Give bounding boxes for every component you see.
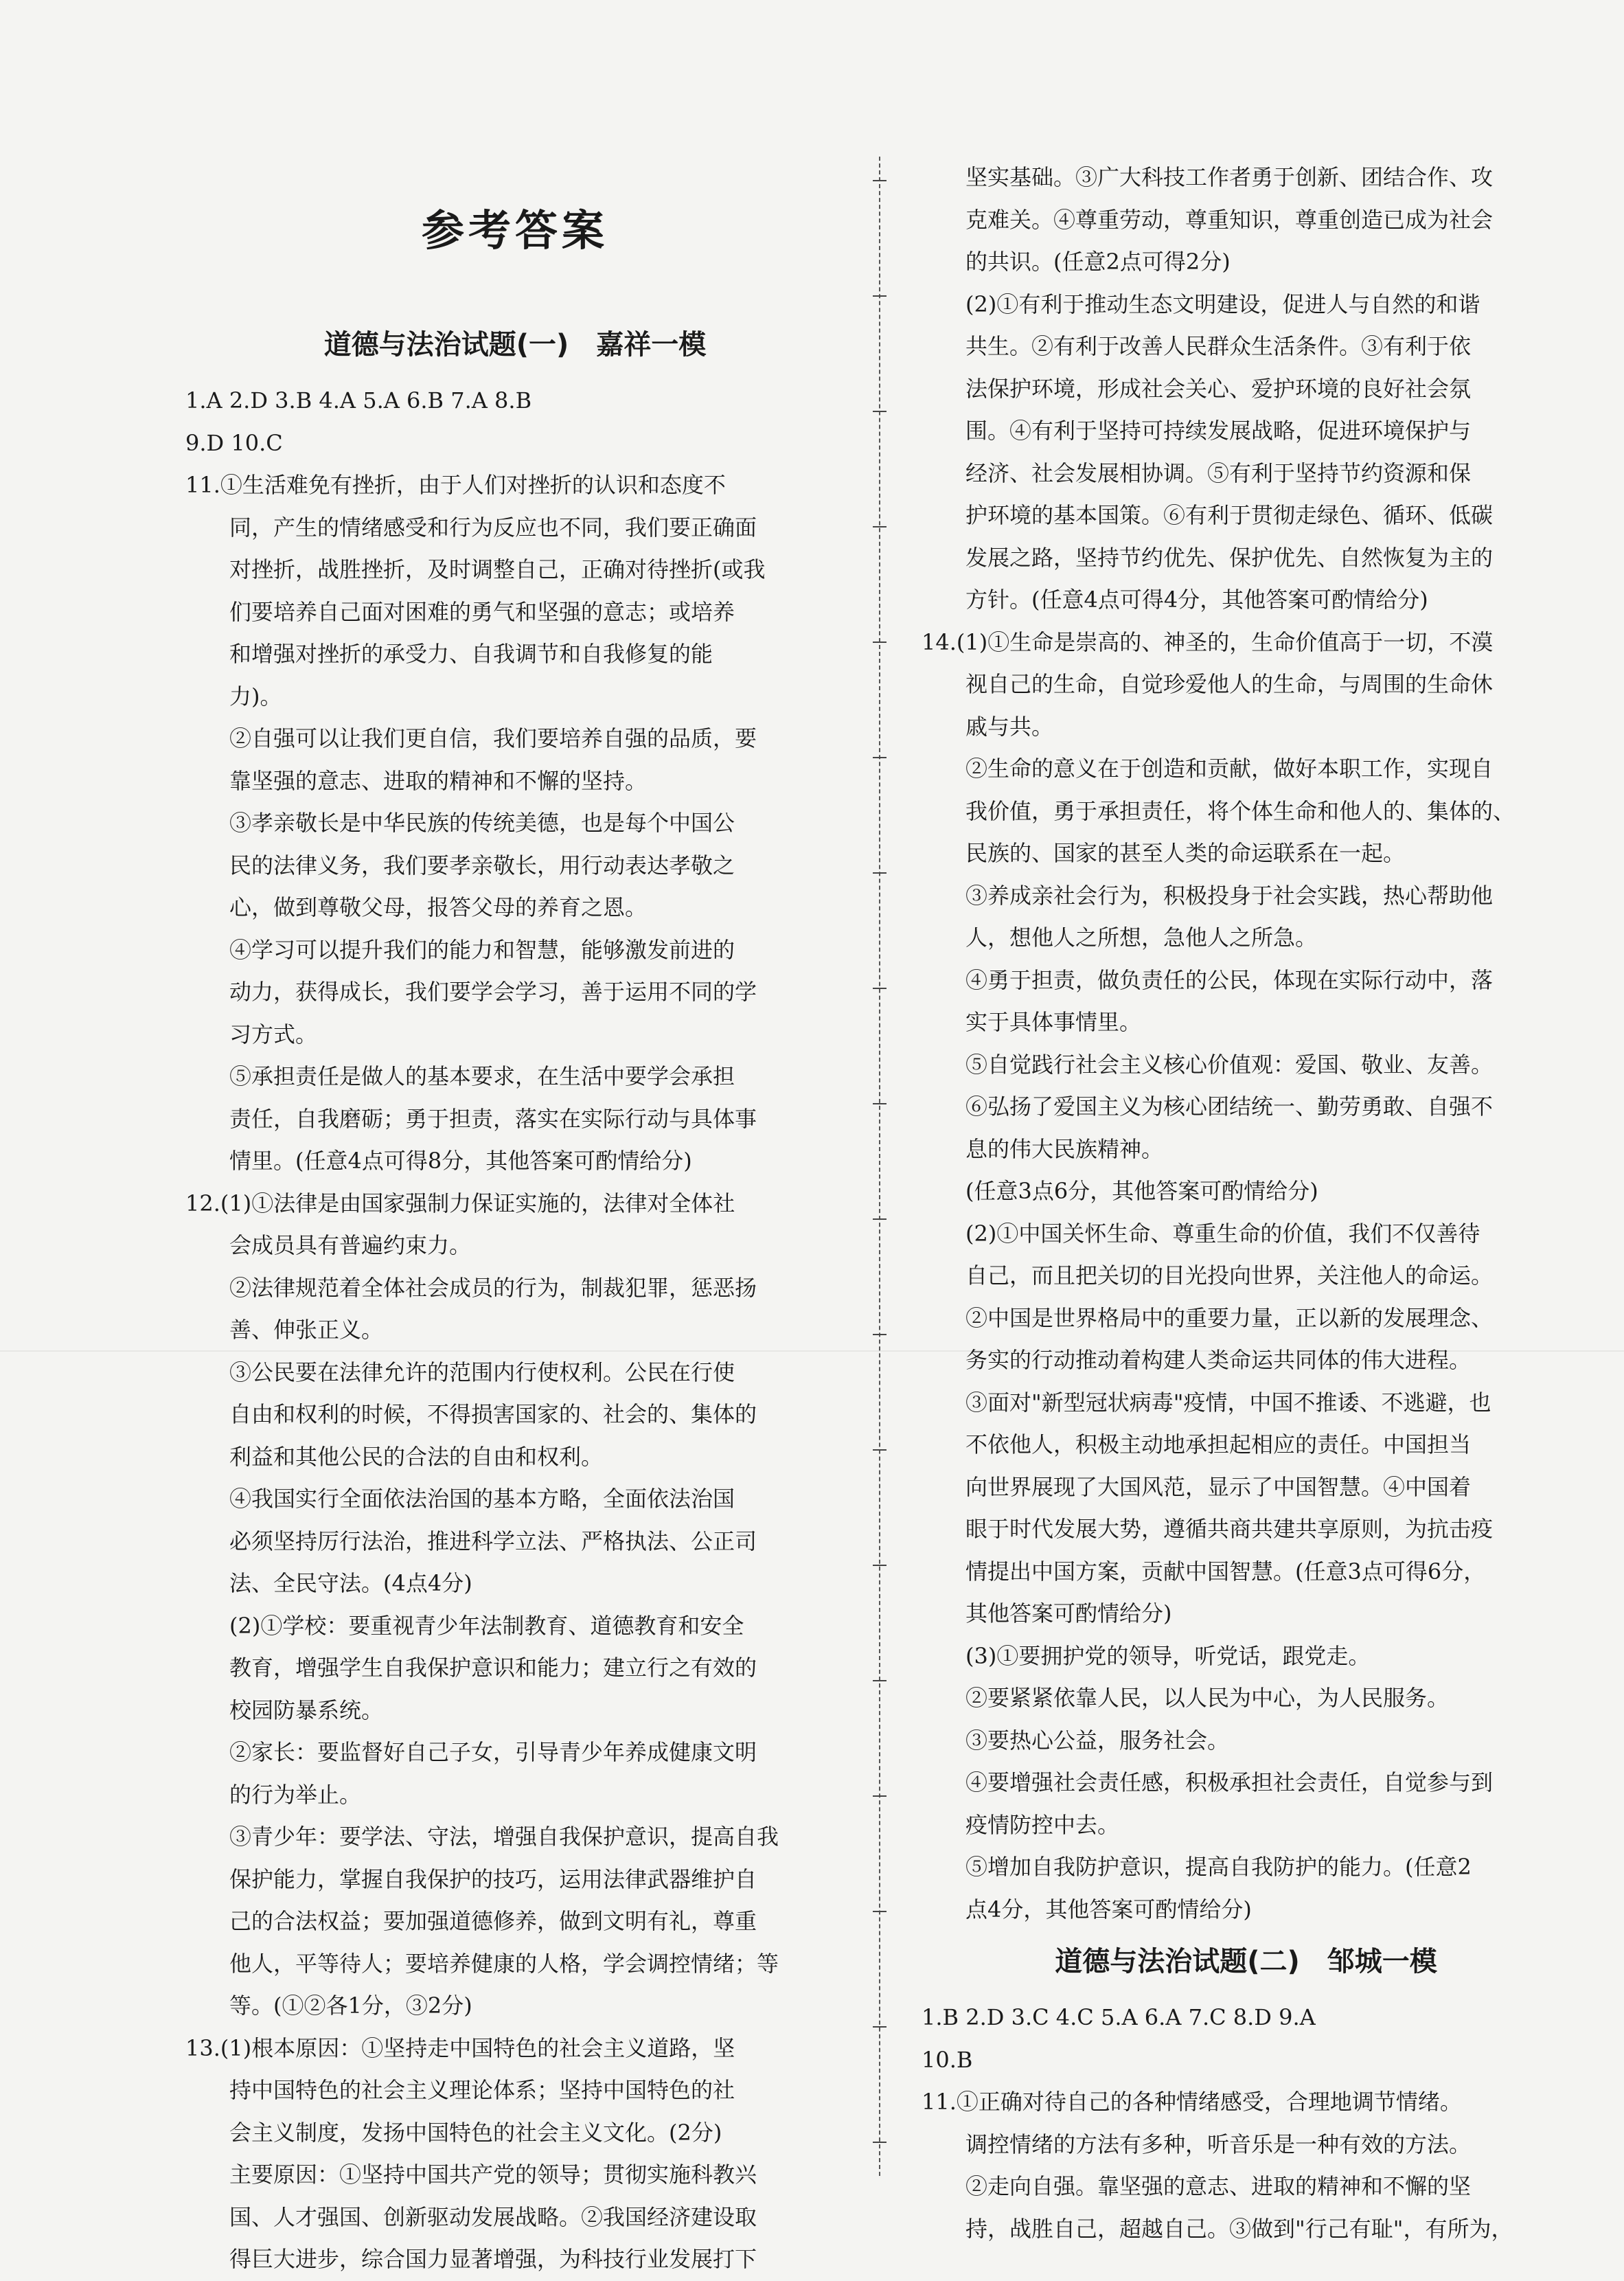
divider-tick [873,295,887,297]
answer-line: ④要增强社会责任感，积极承担社会责任，自觉参与到 [965,1769,1494,1795]
answer-line: 教育，增强学生自我保护意识和能力；建立行之有效的 [229,1655,757,1681]
answer-line: 坚实基础。③广大科技工作者勇于创新、团结合作、攻 [965,164,1494,190]
divider-tick [873,872,887,874]
answer-line: 国、人才强国、创新驱动发展战略。②我国经济建设取 [229,2203,757,2230]
answer-line: 会成员具有普遍约束力。 [229,1232,472,1258]
answer-line: 利益和其他公民的合法的自由和权利。 [229,1443,604,1470]
answer-line: ②走向自强。靠坚强的意志、进取的精神和不懈的坚 [965,2173,1472,2199]
answer-line: ②法律规范着全体社会成员的行为，制裁犯罪，惩恶扬 [229,1274,757,1301]
answer-line: 持中国特色的社会主义理论体系；坚持中国特色的社 [229,2077,735,2103]
section-2-name: 道德与法治试题(二) [1055,1946,1300,1977]
answer-line: 护环境的基本国策。⑥有利于贯彻走绿色、循环、低碳 [965,502,1494,528]
answer-line: 情里。(任意4点可得8分，其他答案可酌情给分) [229,1148,692,1174]
answer-line: 情提出中国方案，贡献中国智慧。(任意3点可得6分， [965,1558,1486,1585]
answer-line: 己的合法权益；要加强道德修养，做到文明有礼，尊重 [229,1908,757,1934]
divider-tick [873,1334,887,1335]
answer-line: 必须坚持厉行法治，推进科学立法、严格执法、公正司 [229,1528,757,1554]
left-answer-text [185,380,845,2281]
answer-line: ⑤自觉践行社会主义核心价值观：爱国、敬业、友善。 [965,1051,1494,1078]
answer-line: 1.A 2.D 3.B 4.A 5.A 6.B 7.A 8.B [185,387,532,413]
answer-line: (2)①中国关怀生命、尊重生命的价值，我们不仅善待 [965,1220,1480,1247]
answer-line: ④学习可以提升我们的能力和智慧，能够激发前进的 [229,936,735,963]
divider-tick [873,1795,887,1797]
divider-tick [873,2026,887,2028]
section-1-tag: 嘉祥一模 [596,329,707,361]
divider-tick [873,1680,887,1681]
answer-line: 14.(1)①生命是崇高的、神圣的，生命价值高于一切，不漠 [922,628,1494,655]
answer-line: 和增强对挫折的承受力、自我调节和自我修复的能 [229,641,713,667]
answer-line: 发展之路，坚持节约优先、保护优先、自然恢复为主的 [965,544,1494,571]
answer-line: (2)①有利于推动生态文明建设，促进人与自然的和谐 [965,291,1480,317]
answer-line: ③孝亲敬长是中华民族的传统美德，也是每个中国公 [229,810,735,836]
answer-line: 实于具体事情里。 [965,1009,1142,1035]
answer-line: 不依他人，积极主动地承担起相应的责任。中国担当 [965,1431,1472,1457]
divider-tick [873,1911,887,1912]
answer-line: 习方式。 [229,1021,318,1047]
answer-line: ⑤承担责任是做人的基本要求，在生活中要学会承担 [229,1063,735,1089]
answer-line: ③公民要在法律允许的范围内行使权利。公民在行使 [229,1359,735,1385]
answer-line: ③青少年：要学法、守法，增强自我保护意识，提高自我 [229,1824,779,1850]
answer-line: 民族的、国家的甚至人类的命运联系在一起。 [965,840,1406,866]
answer-line: 同，产生的情绪感受和行为反应也不同，我们要正确面 [229,514,757,541]
section-title-1 [185,324,845,366]
divider-tick [873,1103,887,1104]
answer-line: ⑤增加自我防护意识，提高自我防护的能力。(任意2 [965,1854,1472,1880]
answer-line: 校园防暴系统。 [229,1696,384,1723]
section-1-name: 道德与法治试题(一) [323,329,569,361]
answer-line: 的行为举止。 [229,1781,362,1808]
answer-line: 调控情绪的方法有多种，听音乐是一种有效的方法。 [965,2131,1472,2157]
column-divider [879,157,880,2176]
answer-line: 10.B [922,2046,973,2073]
answer-line: 责任，自我磨砺；勇于担责，落实在实际行动与具体事 [229,1105,757,1132]
answer-line: ④勇于担责，做负责任的公民，体现在实际行动中，落 [965,966,1494,993]
answer-line: 他人，平等待人；要培养健康的人格，学会调控情绪；等 [229,1950,779,1977]
answer-line: 1.B 2.D 3.C 4.C 5.A 6.A 7.C 8.D 9.A [922,2004,1316,2030]
answer-line: ③面对"新型冠状病毒"疫情，中国不推诿、不逃避，也 [965,1389,1491,1416]
answer-line: 9.D 10.C [185,429,283,456]
answer-line: 对挫折，战胜挫折，及时调整自己，正确对待挫折(或我 [229,556,766,582]
section-2-tag: 邹城一模 [1327,1946,1437,1977]
answer-line: 经济、社会发展相协调。⑤有利于坚持节约资源和保 [965,459,1472,486]
answer-line: (3)①要拥护党的领导，听党话，跟党走。 [965,1642,1371,1669]
answer-line: 息的伟大民族精神。 [965,1135,1164,1162]
divider-tick [873,2142,887,2143]
answer-line: 会主义制度，发扬中国特色的社会主义文化。(2分) [229,2119,722,2146]
answer-line: 人，想他人之所想，急他人之所急。 [965,924,1318,951]
right-column [922,157,1570,2250]
answer-line: (2)①学校：要重视青少年法制教育、道德教育和安全 [229,1612,744,1639]
answer-line: 自己，而且把关切的目光投向世界，关注他人的命运。 [965,1262,1494,1289]
answer-line: ③养成亲社会行为，积极投身于社会实践，热心帮助他 [965,882,1494,909]
answer-line: 的共识。(任意2点可得2分) [965,249,1231,275]
answer-line: 我价值，勇于承担责任，将个体生命和他人的、集体的、 [965,797,1516,824]
answer-line: ⑥弘扬了爱国主义为核心团结统一、勤劳勇敢、自强不 [965,1093,1494,1120]
answer-line: 自由和权利的时候，不得损害国家的、社会的、集体的 [229,1401,757,1427]
divider-tick [873,757,887,758]
right-answer-text-bottom [922,1997,1570,2250]
section-title-2 [922,1940,1570,1983]
answer-line: 向世界展现了大国风范，显示了中国智慧。④中国着 [965,1473,1472,1500]
answer-line: 善、伸张正义。 [229,1317,384,1343]
answer-line: (任意3点6分，其他答案可酌情给分) [965,1178,1318,1204]
answer-line: 11.①生活难免有挫折，由于人们对挫折的认识和态度不 [185,472,726,498]
divider-tick [873,642,887,643]
answer-line: 点4分，其他答案可酌情给分) [965,1896,1252,1922]
page-title: 参考答案 [421,205,608,256]
answer-line: 方针。(任意4点可得4分，其他答案可酌情给分) [965,587,1428,613]
answer-line: 12.(1)①法律是由国家强制力保证实施的，法律对全体社 [185,1190,735,1216]
answer-line: ②生命的意义在于创造和贡献，做好本职工作，实现自 [965,756,1494,782]
answer-line: ②自强可以让我们更自信，我们要培养自强的品质，要 [229,725,757,751]
left-column [185,152,845,2281]
answer-line: 务实的行动推动着构建人类命运共同体的伟大进程。 [965,1347,1472,1373]
answer-line: 13.(1)根本原因：①坚持走中国特色的社会主义道路，坚 [185,2034,735,2061]
answer-line: 持，战胜自己，超越自己。③做到"行己有耻"，有所为， [965,2215,1513,2242]
answer-line: 共生。②有利于改善人民群众生活条件。③有利于依 [965,333,1472,359]
answer-line: ②中国是世界格局中的重要力量，正以新的发展理念、 [965,1304,1494,1331]
answer-line: 力)。 [229,683,282,710]
answer-line: 法、全民守法。(4点4分) [229,1570,472,1596]
answer-line: 视自己的生命，自觉珍爱他人的生命，与周围的生命休 [965,671,1494,697]
answer-line: 靠坚强的意志、进取的精神和不懈的坚持。 [229,767,648,794]
answer-line: 动力，获得成长，我们要学会学习，善于运用不同的学 [229,979,757,1005]
answer-line: 们要培养自己面对困难的勇气和坚强的意志；或培养 [229,598,735,625]
divider-tick [873,1218,887,1220]
answer-line: ③要热心公益，服务社会。 [965,1727,1230,1754]
answer-line: 等。(①②各1分，③2分) [229,1993,472,2019]
answer-line: 保护能力，掌握自我保护的技巧，运用法律武器维护自 [229,1865,757,1892]
answer-line: 围。④有利于坚持可持续发展战略，促进环境保护与 [965,418,1472,444]
answer-line: 主要原因：①坚持中国共产党的领导；贯彻实施科教兴 [229,2161,757,2188]
divider-tick [873,988,887,989]
answer-line: 戚与共。 [965,713,1054,740]
divider-tick [873,411,887,412]
answer-line: 法保护环境，形成社会关心、爱护环境的良好社会氛 [965,375,1472,402]
right-answer-text-top [922,157,1570,1931]
answer-line: ④我国实行全面依法治国的基本方略，全面依法治国 [229,1486,735,1512]
answer-line: 民的法律义务，我们要孝亲敬长，用行动表达孝敬之 [229,852,735,878]
divider-tick [873,526,887,527]
answer-line: 得巨大进步，综合国力显著增强，为科技行业发展打下 [229,2246,757,2272]
divider-tick [873,1449,887,1451]
divider-tick [873,1565,887,1566]
answer-line: 克难关。④尊重劳动，尊重知识，尊重创造已成为社会 [965,206,1494,233]
page-fold-line [0,1350,1624,1352]
answer-line: 眼于时代发展大势，遵循共商共建共享原则，为抗击疫 [965,1516,1494,1542]
answer-line: ②要紧紧依靠人民，以人民为中心，为人民服务。 [965,1685,1450,1711]
answer-line: 心，做到尊敬父母，报答父母的养育之恩。 [229,894,648,920]
answer-line: 疫情防控中去。 [965,1811,1120,1838]
answer-line: ②家长：要监督好自己子女，引导青少年养成健康文明 [229,1739,757,1765]
divider-tick [873,180,887,181]
answer-line: 11.①正确对待自己的各种情绪感受，合理地调节情绪。 [922,2089,1462,2115]
answer-line: 其他答案可酌情给分) [965,1600,1172,1626]
